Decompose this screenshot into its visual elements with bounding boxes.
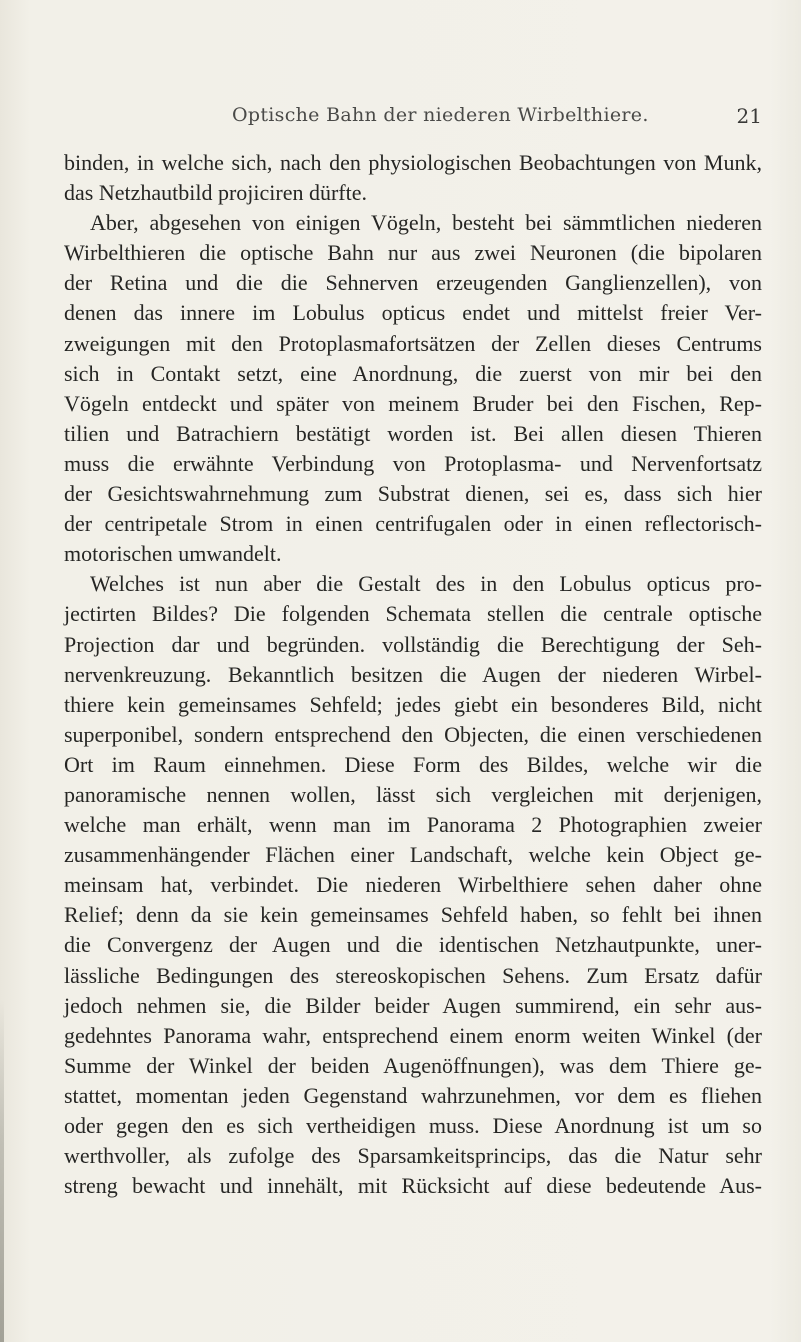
text-line: oder gegen den es sich vertheidigen muss. Diese Anordnung ist um so	[64, 1113, 762, 1138]
text-line: lässliche Bedingungen des stereoskopischen Sehens. Zum Ersatz dafür	[64, 962, 762, 988]
text-line: der Gesichtswahrnehmung zum Substrat dienen, sei es, dass sich hier	[64, 481, 762, 507]
text-line: Ort im Raum einnehmen. Diese Form des Bildes, welche wir die	[64, 751, 762, 777]
running-header	[232, 104, 762, 134]
text-line: welche man erhält, wenn man im Panorama 2 Photographien zweier	[64, 812, 762, 838]
text-line: superponibel, sondern entsprechend den Objecten, die einen verschiedenen	[64, 721, 762, 747]
text-line: der centripetale Strom in einen centrifugalen oder in einen reflectorisch-	[64, 511, 762, 537]
text-line: muss die erwähnte Verbindung von Protoplasma- und Nervenfortsatz	[64, 450, 762, 476]
text-line: streng bewacht und innehält, mit Rücksicht auf diese bedeutende Aus-	[64, 1173, 762, 1199]
text-line: stattet, momentan jeden Gegenstand wahrzunehmen, vor dem es fliehen	[64, 1082, 762, 1108]
text-line: tilien und Batrachiern bestätigt worden ist. Bei allen diesen Thieren	[64, 420, 762, 446]
text-line: thiere kein gemeinsames Sehfeld; jedes giebt ein besonderes Bild, nicht	[64, 691, 762, 717]
text-line: panoramische nennen wollen, lässt sich vergleichen mit derjenigen,	[64, 781, 762, 807]
text-line: meinsam hat, verbindet. Die niederen Wirbelthiere sehen daher ohne	[64, 872, 762, 898]
page-edge-shadow	[0, 1000, 4, 1342]
text-line: Projection dar und begründen. vollständig die Berechtigung der Seh-	[64, 631, 762, 657]
text-line: Aber, abgesehen von einigen Vögeln, besteht bei sämmtlichen niederen	[90, 210, 762, 236]
text-line: Welches ist nun aber die Gestalt des in den Lobulus opticus pro-	[90, 571, 762, 597]
text-line: sich in Contakt setzt, eine Anordnung, die zuerst von mir bei den	[64, 360, 762, 386]
text-line: der Retina und die die Sehnerven erzeugenden Ganglienzellen), von	[64, 270, 762, 296]
text-line: jedoch nehmen sie, die Bilder beider Augen summirend, ein sehr aus-	[64, 992, 762, 1018]
text-line: werthvoller, als zufolge des Sparsamkeitsprincips, das die Natur sehr	[64, 1143, 762, 1169]
text-line: zusammenhängender Flächen einer Landschaft, welche kein Object ge-	[64, 842, 762, 868]
text-line: Summe der Winkel der beiden Augenöffnungen), was dem Thiere ge-	[64, 1052, 762, 1078]
text-line: binden, in welche sich, nach den physiologischen Beobachtungen von Munk,	[64, 150, 762, 175]
text-line: zweigungen mit den Protoplasmafortsätzen der Zellen dieses Centrums	[64, 330, 762, 356]
text-line: das Netzhautbild projiciren dürfte.	[64, 180, 368, 206]
running-header-title: Optische Bahn der niederen Wirbelthiere.	[232, 104, 649, 126]
text-line: motorischen umwandelt.	[64, 541, 282, 567]
text-line: Wirbelthieren die optische Bahn nur aus zwei Neuronen (die bipolaren	[64, 240, 762, 266]
text-line: die Convergenz der Augen und die identischen Netzhautpunkte, uner-	[64, 932, 762, 958]
page-number: 21	[736, 104, 762, 128]
body-text	[64, 148, 762, 1201]
text-line: jectirten Bildes? Die folgenden Schemata stellen die centrale optische	[64, 601, 762, 627]
text-line: denen das innere im Lobulus opticus endet und mittelst freier Ver-	[64, 300, 762, 326]
text-line: nervenkreuzung. Bekanntlich besitzen die Augen der niederen Wirbel-	[64, 661, 762, 687]
text-line: gedehntes Panorama wahr, entsprechend einem enorm weiten Winkel (der	[64, 1022, 762, 1048]
text-line: Vögeln entdeckt und später von meinem Bruder bei den Fischen, Rep-	[64, 390, 762, 416]
text-line: Relief; denn da sie kein gemeinsames Sehfeld haben, so fehlt bei ihnen	[64, 902, 762, 928]
